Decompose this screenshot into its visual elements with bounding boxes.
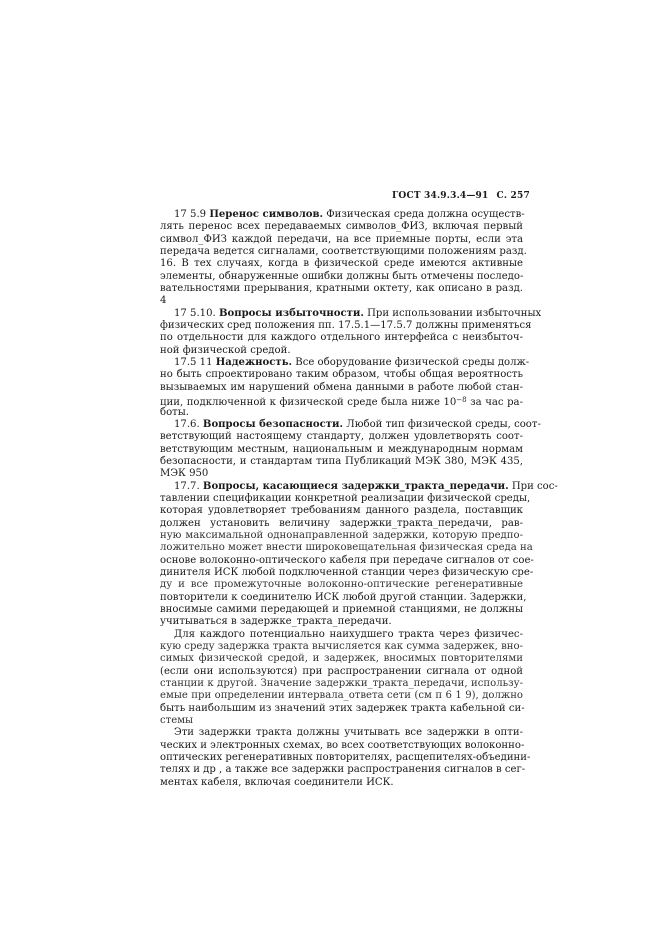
text-line: ную максимальной однонаправленной задержки, которую предпо- [160,529,523,541]
section-17-5-9-line: 17 5.9 Перенос символов. Физическая среда должна осуществ- [174,209,525,220]
section-17-5-10-line: 17 5.10. Вопросы избыточности. При использовании избыточных [174,307,542,319]
text-line: символ_ФИЗ каждой передачи, на все приемные порты, если эта [160,233,523,245]
text-line: кую среду задержка тракта вычисляется как сумма задержек, вно- [160,641,523,653]
body-text [160,209,558,789]
text-line: ментах кабеля, включая соединители ИСК. [160,776,394,788]
text-line: ложительно может внести широковещательная физическая среда на [160,542,533,554]
text-line: ветствующим местным, национальным и международным нормам [160,443,523,455]
text-line: но быть спроектировано таким образом, чтобы общая вероятность [160,369,523,381]
text-line: вносимые самими передающей и приемной станциями, не должны [160,604,523,615]
section-number: 17.6. [174,418,200,430]
text-line: вательностями прерывания, кратными октету, как описано в разд. [160,283,523,295]
text-line: оптических регенеративных повторителях, расщепителях-объедини- [160,752,531,764]
text-line: боты. [160,406,189,418]
standard-designation: ГОСТ 34.9.3.4—91 [392,191,489,201]
section-17-7-line: 17.7. Вопросы, касающиеся задержки_тракта_передачи. При сос- [174,480,558,492]
text-line: основе волоконно-оптического кабеля при передаче сигналов от сое- [160,554,534,566]
text-line: ветствующий настоящему стандарту, должен удовлетворять соот- [160,431,523,443]
text-line: Эти задержки тракта должны учитывать все задержки в опти- [174,727,523,739]
text-line: емые при определении интервала_ответа сети (см п 6 1 9), должно [160,690,523,702]
text-line: стемы [160,715,194,727]
text-line: симых физической средой, и задержек, вносимых повторителями [160,653,523,665]
text-line: 16. В тех случаях, когда в физической среде имеются активные [160,258,523,270]
text-line: передача ведется сигналами, соответствующими положениям разд. [160,246,527,258]
text-line: элементы, обнаруженные ошибки должны быть отмечены последо- [160,270,524,282]
section-title: Вопросы избыточности. [218,307,364,319]
text-line: безопасности, и стандартам типа Публикаций МЭК 380, МЭК 435, [160,455,523,467]
text-line: ческих и электронных схемах, во всех соответствующих волоконно- [160,739,525,751]
section-title: Вопросы, касающиеся задержки_тракта_передачи. [202,480,509,492]
section-title: Перенос символов. [209,209,324,220]
section-17-6-line: 17.6. Вопросы безопасности. Любой тип физической среды, соот- [174,418,541,430]
text-line: (если они используются) при распространении сигнала от одной [160,665,523,677]
text-line: физических сред положения пп. 17.5.1—17.5.7 должны применяться [160,320,532,332]
page-number: С. 257 [496,191,530,201]
text-line: ной физической средой. [160,344,291,356]
text-line: 4 [160,295,167,307]
page-header [392,191,530,201]
text-line: по отдельности для каждого отдельного интерфейса с неизбыточ- [160,332,523,344]
text-line: которая удовлетворяет требованиям данного раздела, поставщик [160,505,523,517]
exponent: −8 [456,396,467,405]
text-line: быть наибольшим из значений этих задержек тракта кабельной си- [160,702,525,714]
section-title: Вопросы безопасности. [202,418,344,430]
text-line: станции к другой. Значение задержки_тракта_передачи, использу- [160,678,523,690]
text-line: учитываться в задержке_тракта_передачи. [160,616,392,628]
text-line: лять перенос всех передаваемых символов_ФИЗ, включая первый [160,221,523,233]
text-line: повторители к соединителю ИСК любой другой станции. Задержки, [160,591,527,603]
text-line: телях и др , а также все задержки распространения сигналов в сег- [160,764,526,776]
section-number: 17 5.10. [174,307,216,319]
text-line: вызываемых им нарушений обмена данными в работе любой стан- [160,381,523,393]
text-line: тавлении спецификации конкретной реализации физической среды, [160,492,531,504]
text-line: динителя ИСК любой подключенной станции через физическую сре- [160,566,534,578]
section-number: 17.7. [174,480,200,492]
text-line: Для каждого потенциально наихудшего тракта через физичес- [174,628,523,640]
section-17-5-11-line: 17.5 11 Надежность. Все оборудование физической среды долж- [174,357,530,369]
section-number: 17 5.9 [174,209,207,220]
text-line: ции, подключенной к физической среде была ниже $10^{-8}$ за час ра- [160,396,523,409]
text-line: должен установить величину задержки_тракта_передачи, рав- [160,517,523,529]
section-title: Надежность. [215,357,293,369]
section-number: 17.5 11 [174,357,213,369]
text-line: ду и все промежуточные волоконно-оптические регенеративные [160,579,523,591]
text-line: МЭК 950 [160,468,209,480]
